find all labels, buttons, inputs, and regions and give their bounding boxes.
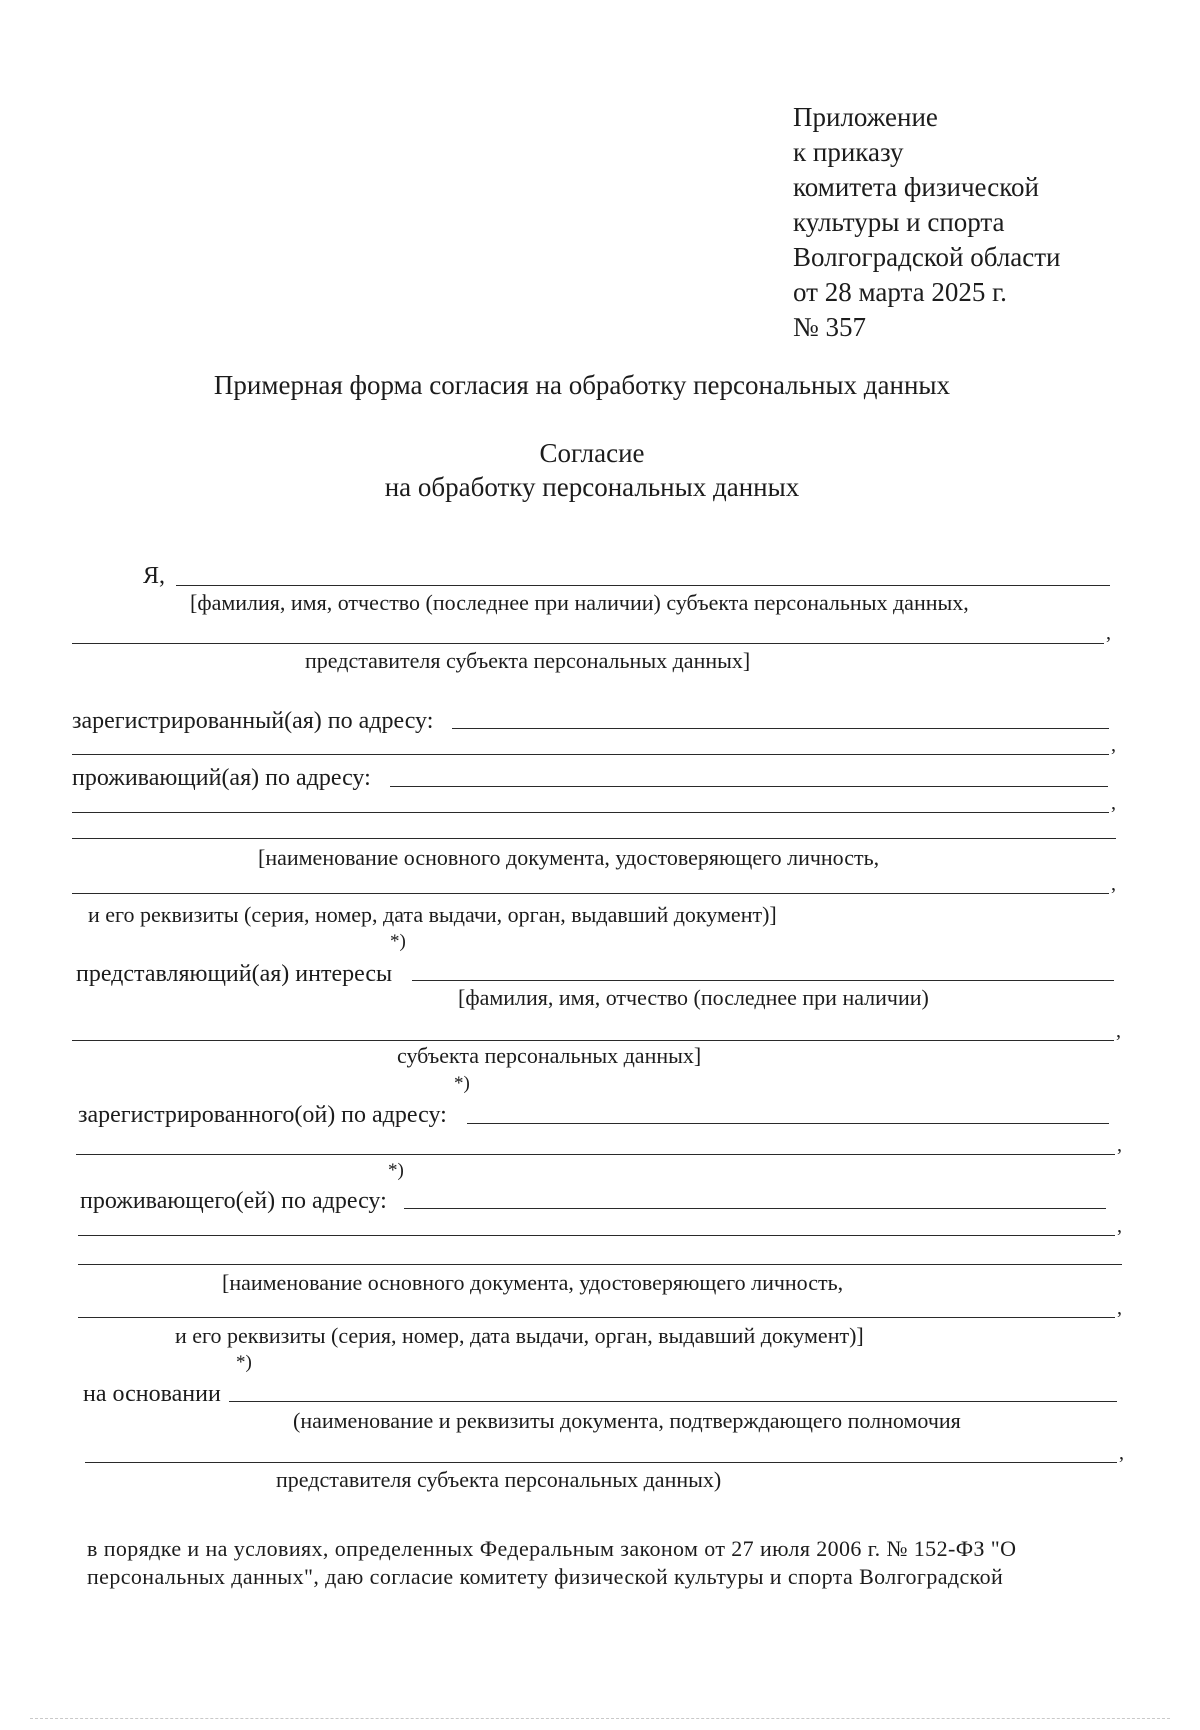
residing-address-field[interactable] xyxy=(390,786,1108,787)
approval-line: комитета физической xyxy=(793,172,1039,202)
comma: , xyxy=(1106,622,1111,644)
rep-registered-address-field-line2[interactable] xyxy=(76,1154,1115,1155)
comma: , xyxy=(1111,792,1116,814)
basis-representative-caption: представителя субъекта персональных данных) xyxy=(276,1467,722,1492)
rep-registered-address-label: зарегистрированного(ой) по адресу: xyxy=(78,1102,447,1128)
rep-residing-address-field-line2[interactable] xyxy=(78,1235,1115,1236)
rep-identity-document-details-caption: и его реквизиты (серия, номер, дата выдачи, орган, выдавший документ)] xyxy=(175,1323,864,1348)
rep-identity-document-caption: [наименование основного документа, удостоверяющего личность, xyxy=(222,1270,844,1295)
basis-document-field[interactable] xyxy=(229,1401,1117,1402)
basis-document-caption: (наименование и реквизиты документа, подтверждающего полномочия xyxy=(293,1408,961,1433)
approval-block xyxy=(793,100,1061,345)
approval-number: № 357 xyxy=(793,312,867,342)
comma: , xyxy=(1119,1442,1124,1464)
comma: , xyxy=(1111,873,1116,895)
identity-document-field[interactable] xyxy=(72,838,1116,839)
approval-line: Приложение xyxy=(793,102,938,132)
approval-line: к приказу xyxy=(793,137,904,167)
subject-name-field-line2[interactable] xyxy=(72,643,1104,644)
basis-document-field-line2[interactable] xyxy=(85,1462,1117,1463)
consent-paragraph-line2: персональных данных", даю согласие комитету физической культуры и спорта Волгоградской xyxy=(87,1564,1004,1589)
approval-line: Волгоградской области xyxy=(793,242,1061,272)
residing-address-label: проживающий(ая) по адресу: xyxy=(72,765,371,791)
identity-document-details-caption: и его реквизиты (серия, номер, дата выдачи, орган, выдавший документ)] xyxy=(88,902,777,927)
form-title: Примерная форма согласия на обработку персональных данных xyxy=(213,370,951,400)
subject-name-field[interactable] xyxy=(176,585,1110,586)
rep-residing-address-label: проживающего(ей) по адресу: xyxy=(80,1188,387,1214)
consent-subtitle: на обработку персональных данных xyxy=(384,472,800,502)
registered-address-field-line2[interactable] xyxy=(72,754,1109,755)
approval-date: от 28 марта 2025 г. xyxy=(793,277,1007,307)
represented-person-field-line2[interactable] xyxy=(72,1040,1114,1041)
subject-prefix: Я, xyxy=(143,563,166,589)
asterisk-note: *) xyxy=(388,1160,404,1181)
consent-paragraph-line1: в порядке и на условиях, определенных Федеральным законом от 27 июля 2006 г. № 152-ФЗ "О xyxy=(87,1536,1017,1561)
basis-label: на основании xyxy=(83,1381,221,1407)
identity-document-caption: [наименование основного документа, удостоверяющего личность, xyxy=(258,845,880,870)
scan-edge-divider xyxy=(30,1718,1170,1719)
rep-identity-document-field[interactable] xyxy=(78,1264,1122,1265)
representing-interests-label: представляющий(ая) интересы xyxy=(76,961,393,987)
registered-address-field[interactable] xyxy=(452,728,1109,729)
rep-identity-document-field-line2[interactable] xyxy=(78,1317,1115,1318)
asterisk-note: *) xyxy=(390,931,406,952)
subject-representative-caption: представителя субъекта персональных данных] xyxy=(305,648,751,673)
approval-line: культуры и спорта xyxy=(793,207,1005,237)
subject-name-caption: [фамилия, имя, отчество (последнее при наличии) субъекта персональных данных, xyxy=(190,590,969,615)
comma: , xyxy=(1116,1020,1121,1042)
consent-title: Согласие xyxy=(539,438,645,468)
comma: , xyxy=(1111,734,1116,756)
registered-address-label: зарегистрированный(ая) по адресу: xyxy=(72,708,434,734)
identity-document-field-line2[interactable] xyxy=(72,893,1109,894)
rep-residing-address-field[interactable] xyxy=(404,1208,1106,1209)
represented-subject-caption: субъекта персональных данных] xyxy=(397,1043,702,1068)
comma: , xyxy=(1117,1215,1122,1237)
comma: , xyxy=(1117,1134,1122,1156)
asterisk-note: *) xyxy=(236,1352,252,1373)
represented-person-caption: [фамилия, имя, отчество (последнее при наличии) xyxy=(458,985,929,1010)
asterisk-note: *) xyxy=(454,1073,470,1094)
comma: , xyxy=(1117,1297,1122,1319)
represented-person-field[interactable] xyxy=(412,980,1114,981)
rep-registered-address-field[interactable] xyxy=(467,1123,1109,1124)
residing-address-field-line2[interactable] xyxy=(72,812,1109,813)
